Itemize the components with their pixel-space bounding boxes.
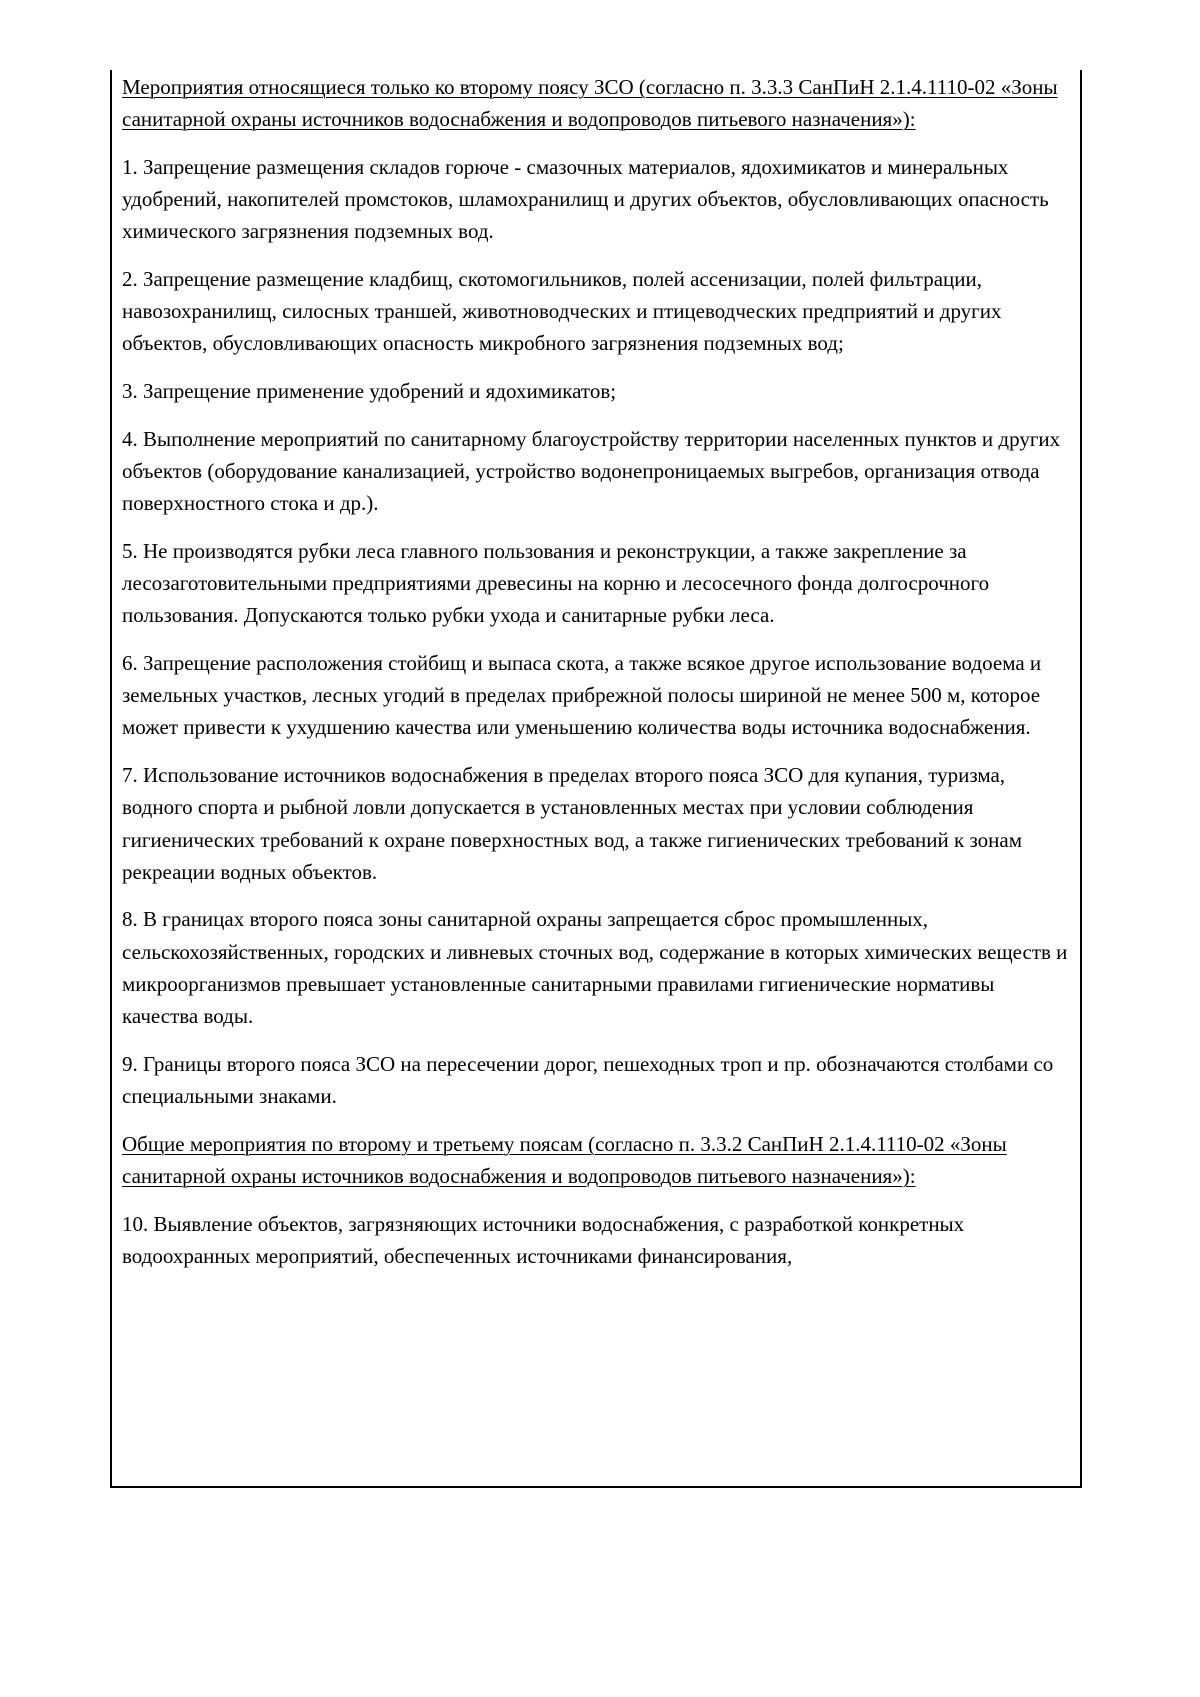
- list-item-2: 2. Запрещение размещение кладбищ, скотомогильников, полей ассенизации, полей фильтрации, навозохранилищ, силосных траншей, животноводческих и птицеводческих предприятий и других объектов, обусловливающих опасность микробного загрязнения подземных вод;: [122, 267, 1002, 356]
- document-body: [122, 71, 1072, 1288]
- list-item-5: 5. Не производятся рубки леса главного пользования и реконструкции, а также закрепление за лесозаготовительными предприятиями древесины на корню и лесосечного фонда долгосрочного пользования. Допускаются только рубки ухода и санитарные рубки леса.: [122, 538, 990, 628]
- list-item-4: 4. Выполнение мероприятий по санитарному благоустройству территории населенных пунктов и других объектов (оборудование канализацией, устройство водонепроницаемых выгребов, организация отвода поверхностного стока и др.).: [122, 426, 1061, 516]
- section-heading-second-belt: Мероприятия относящиеся только ко второму поясу ЗСО (согласно п. 3.3.3 СанПиН 2.1.4.1110-02 «Зоны санитарной охраны источников водоснабжения и водопроводов питьевого назначения»):: [122, 75, 1058, 132]
- list-item-1: 1. Запрещение размещения складов горюче - смазочных материалов, ядохимикатов и минеральных удобрений, накопителей промстоков, шламохранилищ и других объектов, обусловливающих опасность химического загрязнения подземных вод.: [122, 154, 1049, 244]
- list-item-7: 7. Использование источников водоснабжения в пределах второго пояса ЗСО для купания, туризма, водного спорта и рыбной ловли допускается в установленных местах при условии соблюдения гигиенических требований к охране поверхностных вод, а также гигиенических требований к зонам рекреации водных объектов.: [122, 763, 1022, 884]
- section-heading-second-third-belts: Общие мероприятия по второму и третьему поясам (согласно п. 3.3.2 СанПиН 2.1.4.1110-02 «Зоны санитарной охраны источников водоснабжения и водопроводов питьевого назначения»):: [122, 1131, 1007, 1188]
- list-item-8: 8. В границах второго пояса зоны санитарной охраны запрещается сброс промышленных, сельскохозяйственных, городских и ливневых сточных вод, содержание в которых химических веществ и микроорганизмов превышает установленные санитарными правилами гигиенические нормативы качества воды.: [122, 907, 1068, 1029]
- list-item-9: 9. Границы второго пояса ЗСО на пересечении дорог, пешеходных троп и пр. обозначаются столбами со специальными знаками.: [122, 1051, 1054, 1108]
- list-item-6: 6. Запрещение расположения стойбищ и выпаса скота, а также всякое другое использование водоема и земельных участков, лесных угодий в пределах прибрежной полосы шириной не менее 500 м, которое может привести к ухудшению качества или уменьшению количества воды источника водоснабжения.: [122, 651, 1042, 740]
- list-item-3: 3. Запрещение применение удобрений и ядохимикатов;: [122, 379, 617, 404]
- list-item-10: 10. Выявление объектов, загрязняющих источники водоснабжения, с разработкой конкретных водоохранных мероприятий, обеспеченных источниками финансирования,: [122, 1211, 965, 1268]
